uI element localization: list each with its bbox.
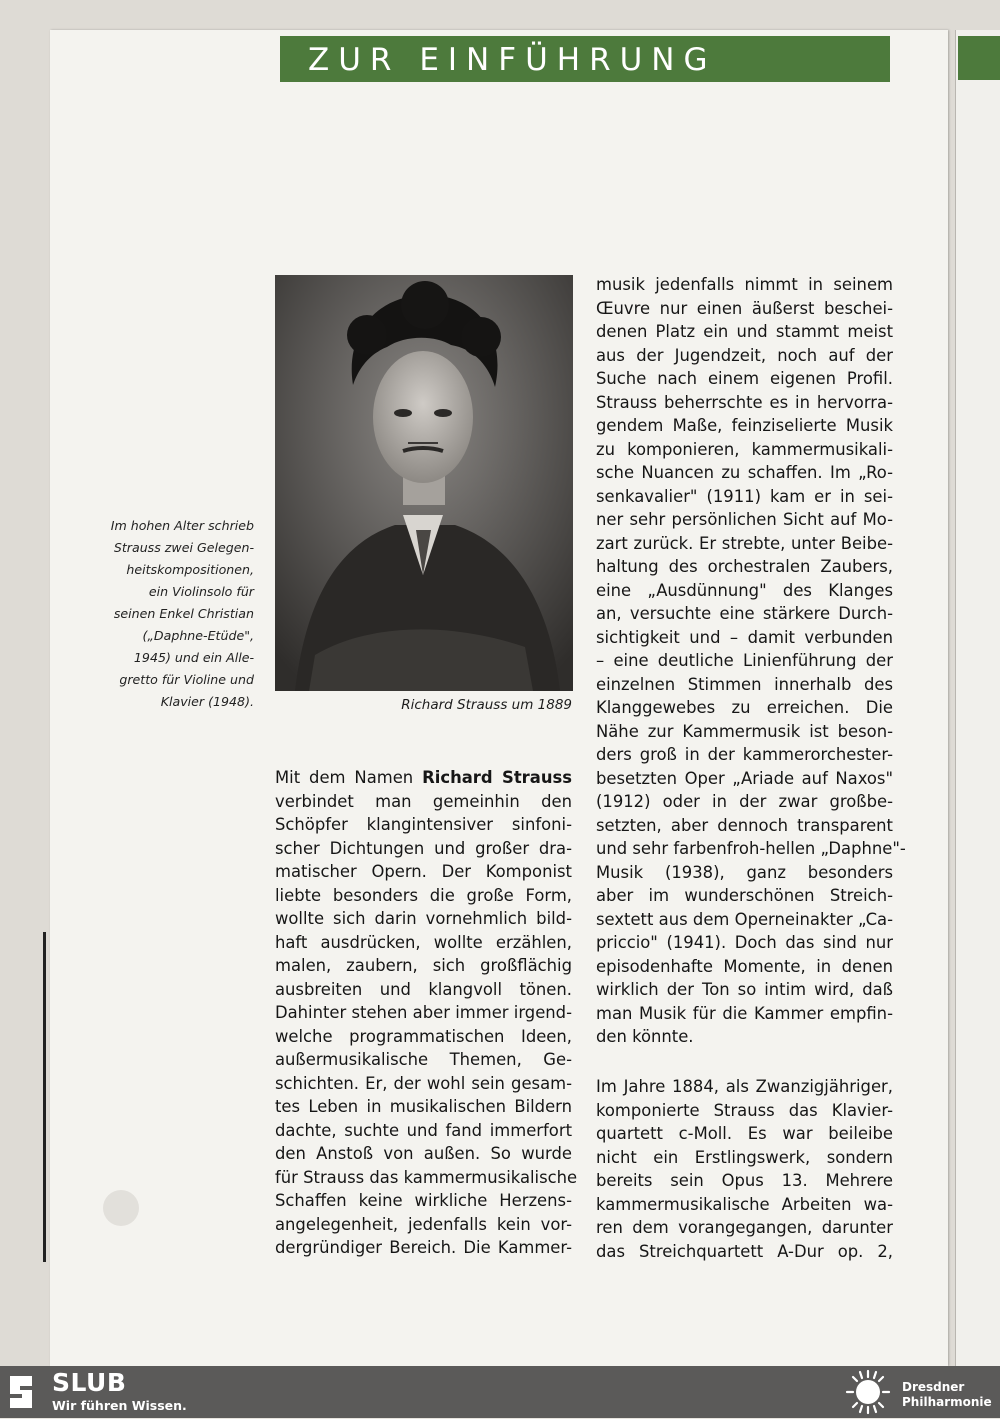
body-text-line: scher Dichtungen und großer dra- (275, 838, 572, 858)
body-text-line: malen, zaubern, sich großflächig (275, 956, 572, 975)
body-text-line: für Strauss das kammermusikalische (275, 1167, 578, 1187)
body-text-line: den könnte. (596, 1027, 694, 1046)
body-text-line: nicht ein Erstlingswerk, sondern (596, 1147, 893, 1167)
body-text-line: bereits sein Opus 13. Mehrere (596, 1171, 893, 1190)
body-text-line: kammermusikalische Arbeiten wa- (596, 1194, 893, 1214)
body-text-line: ausbreiten und klangvoll tönen. (275, 979, 572, 999)
body-text-line: Nähe zur Kammermusik ist beson- (596, 721, 893, 741)
portrait-photo (275, 275, 573, 691)
side-caption-line: Im hohen Alter schrieb (110, 518, 254, 533)
body-text-line: eine „Ausdünnung" des Klanges (596, 580, 893, 600)
body-text-line: den Anstoß von außen. So wurde (275, 1144, 572, 1163)
body-text-line: das Streichquartett A-Dur op. 2, (596, 1241, 893, 1261)
body-text-line: Dahinter stehen aber immer irgend- (275, 1003, 572, 1022)
section-title: ZUR EINFÜHRUNG (308, 42, 717, 78)
body-text-left-column (275, 766, 578, 1260)
body-text-line: Schöpfer klangintensiver sinfoni- (275, 815, 572, 834)
body-text-line: sextett aus dem Operneinakter „Ca- (596, 909, 893, 929)
body-text-line: aber im wunderschönen Streich- (596, 886, 893, 905)
side-caption-line: heitskompositionen, (126, 562, 254, 577)
body-text-line: schichten. Er, der wohl sein gesam- (275, 1073, 572, 1093)
body-text-line: sichtigkeit und – damit verbunden (596, 627, 893, 647)
body-text-line: verbindet man gemeinhin den (275, 791, 572, 811)
body-text-line: wollte sich darin vornehmlich bild- (275, 909, 572, 928)
body-text-line: ner sehr persönlichen Sicht auf Mo- (596, 510, 893, 529)
body-text-line: an, versuchte eine stärkere Durch- (596, 604, 893, 623)
side-caption (96, 515, 254, 713)
body-text-line: setzten, aber dennoch transparent (596, 815, 893, 835)
side-caption-line: („Daphne-Etüde", (142, 628, 254, 643)
dresdner-philharmonie-logo-icon[interactable] (842, 1369, 894, 1419)
body-text-line: ders groß in der kammerorchester- (596, 745, 893, 764)
body-text-line: komponierte Strauss das Klavier- (596, 1100, 893, 1120)
side-caption-line: Klavier (1948). (160, 694, 254, 709)
slub-name[interactable]: SLUB (52, 1368, 127, 1397)
side-caption-line: Strauss zwei Gelegen- (113, 540, 254, 555)
body-text-line: priccio" (1941). Doch das sind nur (596, 933, 893, 952)
body-text-line: denen Platz ein und stammt meist (596, 322, 893, 341)
body-text-line: sche Nuancen zu schaffen. Im „Ro- (596, 463, 893, 482)
body-text-line: dachte, suchte und fand immerfort (275, 1120, 572, 1140)
body-text-line (275, 766, 572, 790)
body-text-right-column-paragraph-2 (596, 1075, 893, 1263)
body-text-line: matischer Opern. Der Komponist (275, 862, 572, 881)
body-text-line: Suche nach einem eigenen Profil. (596, 369, 893, 388)
body-text-line: angelegenheit, jedenfalls kein vor- (275, 1214, 572, 1234)
body-text-line: Strauss beherrschte es in hervorra- (596, 392, 893, 412)
side-caption-line: seinen Enkel Christian (113, 606, 254, 621)
body-text-line: wirklich der Ton so intim wird, daß (596, 980, 893, 999)
side-caption-line: 1945) und ein Alle- (133, 650, 254, 665)
slub-tagline: Wir führen Wissen. (52, 1398, 187, 1413)
body-text-line: zart zurück. Er strebte, unter Beibe- (596, 533, 893, 553)
body-text-line: aus der Jugendzeit, noch auf der (596, 345, 893, 365)
photo-caption: Richard Strauss um 1889 (401, 697, 572, 713)
body-text-line: (1912) oder in der zwar großbe- (596, 792, 893, 811)
body-text-line: außermusikalische Themen, Ge- (275, 1050, 572, 1069)
body-text-line: Musik (1938), ganz besonders (596, 862, 893, 882)
body-text-line: einzelnen Stimmen innerhalb des (596, 674, 893, 694)
margin-rule (43, 932, 46, 1262)
body-text-line: zu komponieren, kammermusikali- (596, 439, 893, 459)
body-text-line: haltung des orchestralen Zaubers, (596, 557, 893, 576)
composer-name: Richard Strauss (422, 768, 572, 787)
portrait-illustration (275, 275, 573, 691)
body-text-line: – eine deutliche Linienführung der (596, 651, 893, 670)
body-text-line: Im Jahre 1884, als Zwanzigjähriger, (596, 1077, 893, 1096)
body-text-line: senkavalier" (1911) kam er in sei- (596, 486, 893, 506)
body-text-line: quartett c-Moll. Es war beileibe (596, 1124, 893, 1143)
dresdner-philharmonie-name[interactable] (902, 1380, 992, 1410)
body-text-line: besetzten Oper „Ariade auf Naxos" (596, 768, 893, 788)
page-number-mark (103, 1190, 139, 1226)
body-text-right-column (596, 273, 906, 1049)
body-text-line: tes Leben in musikalischen Bildern (275, 1097, 572, 1116)
body-text-line: gendem Maße, feinziselierte Musik (596, 416, 893, 435)
body-text-line: haft ausdrücken, wollte erzählen, (275, 932, 572, 952)
next-page-header-strip (958, 36, 1000, 80)
body-text-line: dergründiger Bereich. Die Kammer- (275, 1238, 572, 1257)
body-text-line: Klanggewebes zu erreichen. Die (596, 698, 893, 717)
next-page-edge (955, 30, 1000, 1366)
body-text-line: liebte besonders die große Form, (275, 885, 572, 905)
body-text-line: Œuvre nur einen äußerst beschei- (596, 298, 893, 318)
body-text-intro: Mit dem Namen (275, 768, 414, 787)
slub-logo-icon[interactable] (6, 1372, 46, 1416)
body-text-line: man Musik für die Kammer empfin- (596, 1003, 893, 1023)
partner-name-line-2: Philharmonie (902, 1395, 992, 1409)
side-caption-line: ein Violinsolo für (148, 584, 254, 599)
side-caption-line: gretto für Violine und (119, 672, 254, 687)
body-text-line: ren dem vorangegangen, darunter (596, 1218, 893, 1237)
body-text-line: Schaffen keine wirkliche Herzens- (275, 1191, 572, 1210)
body-text-line: welche programmatischen Ideen, (275, 1026, 572, 1046)
body-text-line: und sehr farbenfroh-hellen „Daphne"- (596, 839, 906, 858)
body-text-line: episodenhafte Momente, in denen (596, 956, 893, 976)
partner-name-line-1: Dresdner (902, 1380, 965, 1394)
body-text-line: musik jedenfalls nimmt in seinem (596, 275, 893, 294)
